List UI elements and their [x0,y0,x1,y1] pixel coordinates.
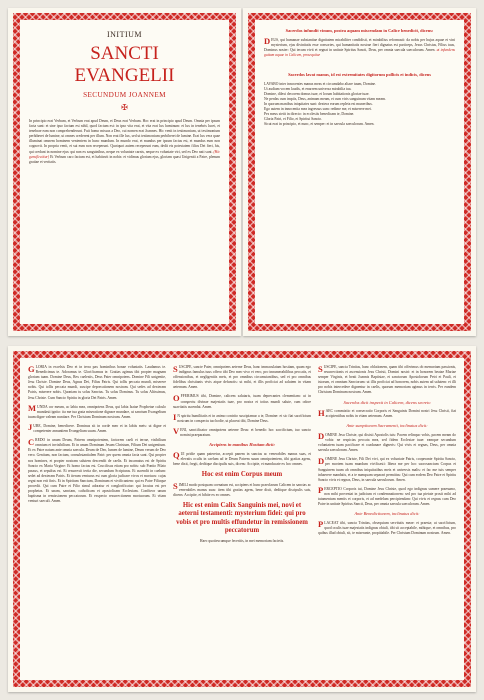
genuflect-rubric: (Hic genuflectitur) [29,149,220,159]
psalm-verse: LAVABO inter innocentes manus meas et circumdabo altare tuum, Domine. [264,81,376,86]
card-ordinary-of-mass [8,346,476,692]
cross-icon: ✠ [121,103,128,112]
secundum-heading: SECUNDUM JOANNEM [83,91,166,99]
card-initium-evangelii [8,8,241,336]
drop-cap: D [318,431,325,442]
drop-cap: Q [173,450,180,461]
offerimus-prayer: OFFERIMUS tibi, Domine, calicem salutaris, tuam deprecantes clementiam: ut in conspectu divinae majestatis tuae, pro nostra et totius mundi salute, cum odore suavitatis ascendat. Amen. [173,392,311,409]
munda-cor-prayer: MUNDA cor meum, ac labia mea, omnipotens Deus, qui labia Isaiae Prophetae calculo mundasti ignito: ita me tua grata miseratione dignare mundare, ut sanctum Evangelium tuum digne valeam nuntiare. Per Christum Dominum nostrum. Amen. [28,403,166,419]
rubric-heading: Ante sumptionem Sacramenti, inclinatus dicit: [346,423,428,429]
rubric-heading: Ante Benedictionem, inclinatus dicit: [354,511,420,517]
rubric-heading: Accipiens in manibus Hostiam dicit: [209,442,275,448]
rubric-heading: Sacerdos infundit vinum, postea aquam miscendam in Calice benedicit, dicens: [285,28,434,33]
psalm-verse: Domine, dilexi decorem domus tuae, et locum habitationis gloriae tuae. [264,91,370,96]
haec-commixtio-prayer: HAEC commixtio et consecratio Corporis et Sanguinis Domini nostri Jesu Christi, fiat accipientibus nobis in vitam aeternam. Amen. [318,407,456,419]
drop-cap: S [173,363,178,374]
rubric-text: ut infundens guttam aquae in Calicem, prosequitur [264,47,455,57]
drop-cap: D [264,36,271,47]
prayer-deus: DEUS, qui humanae substantiae dignitatem mirabiliter condidisti, et mirabilius reformasti: da nobis per hujus aquae et vini mysterium, ejus divinitatis esse consortes, qui humanitatis nostrae fieri dignatus est particeps, Jesus Christus, Filius tuus, Dominus noster: Qui tecum vivit et regnat in unitate Spiritus Sancti, Deus, per omnia saecula saeculorum. Amen. ut infundens guttam aquae in Calicem, prosequitur [264,36,455,57]
veni-sanctificator-prayer: VENI, sanctificator omnipotens aeterne Deus: et benedic hoc sacrificium, tuo sancto nomini praeparatum. [173,426,311,438]
perceptio-prayer: PERCEPTIO Corporis tui, Domine Jesu Christe, quod ego indignus sumere praesumo, non mihi proveniat in judicium et condemnationem: sed pro tua pietate prosit mihi ad tutamentum mentis et corporis, et ad medelam percipiendam: Qui vivis et regnas cum Deo Patre in unitate Spiritus Sancti, Deus, per omnia saecula saeculorum. Amen. [318,485,456,507]
drop-cap: O [173,392,180,403]
psalm-verse: Ut audiam vocem laudis, et enarrem universa mirabilia tua. [264,86,352,91]
psalm-verse: Sicut erat in principio, et nunc, et semper: et in saecula saeculorum. Amen. [264,122,375,127]
column-left [28,365,166,673]
greek-key-border [248,13,471,331]
drop-cap: S [173,481,178,491]
consecration-chalice: Hic est enim Calix Sanguinis mei, novi et aeterni testamenti: mysterium fidei: qui pro vobis et pro multis effundetur in remissionem peccatorum [176,501,308,535]
rubric-heading: Sacerdos lavat manus, id est extremitates digitorum pollicis et indicis, dicens [288,71,431,77]
in-spiritu-prayer: I N spiritu humilitatis et in animo contrito suscipiamur a te, Domine: et sic fiat sacrificium nostrum in conspectu tuo hodie, ut placeat tibi, Domine Deus. [173,412,311,423]
drop-cap: V [173,426,180,437]
evangelii-heading: EVANGELII [74,65,175,86]
drop-cap: S [318,363,323,374]
card-content [255,20,464,324]
card-content [20,20,229,324]
card-content [20,358,464,680]
sancti-heading: SANCTI [90,43,159,64]
domine-fili-dei-prayer: DOMINE Jesu Christe, Fili Dei vivi, qui ex voluntate Patris, cooperante Spiritu Sancto, per mortem tuam mundum vivificasti: libera me per hoc sacrosanctum Corpus et Sanguinem tuum ab omnibus iniquitatibus meis et universis malis: et fac me tuis semper inhaerere mandatis, et a te numquam separari permittas: Qui cum eodem Deo Patre et Spiritu Sancto vivis et regnas, Deus, in saecula saeculorum. Amen. [318,455,456,482]
credo-prayer: CREDO in unum Deum, Patrem omnipotentem, factorem caeli et terrae, visibilium omnium et invisibilium. Et in unum Dominum Jesum Christum, Filium Dei unigenitum. Et ex Patre natum ante omnia saecula. Deum de Deo, lumen de lumine, Deum verum de Deo vero. Genitum, non factum, consubstantialem Patri: per quem omnia facta sunt. Qui propter nos homines, et propter nostram salutem descendit de caelis. Et incarnatus est de Spiritu Sancto ex Maria Virgine: Et homo factus est. Crucifixus etiam pro nobis: sub Pontio Pilato passus, et sepultus est. Et resurrexit tertia die, secundum Scripturas. Et ascendit in caelum: sedet ad dexteram Patris. Et iterum venturus est cum gloria judicare vivos et mortuos: cujus regni non erit finis. Et in Spiritum Sanctum, Dominum et vivificantem: qui ex Patre Filioque procedit. Qui cum Patre et Filio simul adoratur et conglorificatur: qui locutus est per prophetas. Et unam, sanctam, catholicam et apostolicam Ecclesiam. Confiteor unum baptisma in remissionem peccatorum. Et exspecto resurrectionem mortuorum. Et vitam venturi saeculi. Amen. [28,436,166,504]
drop-cap: H [318,407,325,418]
drop-cap: P [318,519,324,530]
haec-quotiescumque: Haec quotiescumque feceritis, in mei memoriam facietis. [199,538,285,543]
simili-modo-prayer: SIMILI modo postquam coenatum est, accipiens et hunc praeclarum Calicem in sanctas ac venerabiles manus suas: item tibi gratias agens, bene dixit, deditque discipulis suis, dicens: Accipite, et bibite ex eo omnes. [173,481,311,497]
rubric-heading: Sacerdos dicit inspexit in Calicem, dicens secreto [343,399,431,405]
greek-key-border [13,351,471,687]
drop-cap: D [318,455,325,466]
drop-cap: P [318,485,324,496]
column-middle [173,365,311,673]
drop-cap: G [28,363,35,374]
column-right [318,365,456,673]
drop-cap: J [28,422,33,433]
placeat-prayer: PLACEAT tibi, sancta Trinitas, obsequium servitutis meae: et praesta; ut sacrificium, quod oculis tuae majestatis indignus obtuli, tibi sit acceptabile, mihique, et omnibus, pro quibus illud obtuli, sit, te miserante, propitiabile. Per Christum Dominum nostrum. Amen. [318,519,456,535]
initium-heading: INITIUM [106,30,143,39]
psalm-verse: Gloria Patri, et Filio, et Spiritui Sancto. [264,117,323,122]
gloria-prayer: GLORIA in excelsis Deo et in terra pax hominibus bonae voluntatis. Laudamus te. Benedicimus te. Adoramus te. Glorificamus te. Gratias agimus tibi propter magnam gloriam tuam. Domine Deus, Rex caelestis, Deus Pater omnipotens. Domine Fili unigenite, Jesu Christe. Domine Deus, Agnus Dei, Filius Patris. Qui tollis peccata mundi, miserere nobis. Qui tollis peccata mundi, suscipe deprecationem nostram. Qui sedes ad dexteram Patris, miserere nobis. Quoniam tu solus Sanctus. Tu solus Dominus. Tu solus Altissimus, Jesu Christe. Cum Sancto Spiritu in gloria Dei Patris. Amen. [28,363,166,400]
psalm-verse: In quorum manibus iniquitates sunt: dextera eorum repleta est muneribus. [264,101,373,106]
drop-cap: M [28,403,37,414]
psalm-verse: Pes meus stetit in directo: in ecclesiis benedicam te, Domine. [264,112,355,117]
domine-pacem-prayer: DOMINE Jesu Christe, qui dixisti Apostolis tuis: Pacem relinquo vobis, pacem meam do vobis: ne respicias peccata mea, sed fidem Ecclesiae tuae: eamque secundum voluntatem tuam pacificare et coadunare digneris: Qui vivis et regnas, Deus, per omnia saecula saeculorum. Amen. [318,431,456,453]
drop-cap: I [173,412,177,423]
qui-pridie-prayer: QUI pridie quam pateretur, accepit panem in sanctas ac venerabiles manus suas, et elevatis oculis in caelum ad te Deum Patrem suum omnipotentem, tibi gratias agens, bene dixit, fregit, deditque discipulis suis, dicens: Accipite, et manducate ex hoc omnes. [173,450,311,466]
greek-key-border [13,13,236,331]
suscipe-pater-prayer: SUSCIPE, sancte Pater, omnipotens aeterne Deus, hanc immaculatam hostiam, quam ego indignus famulus tuus offero tibi Deo meo vivo et vero, pro innumerabilibus peccatis, et offensionibus, et negligentiis meis, et pro omnibus circumstantibus, sed et pro omnibus fidelibus christianis vivis atque defunctis: ut mihi, et illis proficiat ad salutem in vitam aeternam. Amen. [173,363,311,390]
drop-cap: C [28,436,35,447]
gospel-text: In principio erat Verbum, et Verbum erat apud Deum, et Deus erat Verbum. Hoc erat in principio apud Deum. Omnia per ipsum facta sunt: et sine ipso factum est nihil, quod factum est: in ipso vita erat, et vita erat lux hominum: et lux in tenebris lucet, et tenebrae eam non comprehenderunt. Fuit homo missus a Deo, cui nomen erat Joannes. Hic venit in testimonium, ut testimonium perhiberet de lumine, ut omnes crederent per illum. Non erat ille lux, sed ut testimonium perhiberet de lumine. Erat lux vera quae illuminat omnem hominem venientem in hunc mundum. In mundo erat, et mundus per ipsum factus est, et mundus eum non cognovit. In propria venit, et sui eum non receperunt. Quotquot autem receperunt eum, dedit eis potestatem filios Dei fieri, his, qui credunt in nomine ejus: qui non ex sanguinibus, neque ex voluntate carnis, neque ex voluntate viri, sed ex Deo nati sunt. (Hic genuflectitur) Et Verbum caro factum est, et habitavit in nobis: et vidimus gloriam ejus, gloriam quasi Unigeniti a Patre, plenum gratiae et veritatis. [29,119,221,164]
suscipe-trinitas-prayer: SUSCIPE, sancta Trinitas, hanc oblationem, quam tibi offerimus ob memoriam passionis, resurrectionis et ascensionis Jesu Christi, Domini nostri: et in honorem beatae Mariae semper Virginis, et beati Joannis Baptistae, et sanctorum Apostolorum Petri et Pauli, et istorum, et omnium Sanctorum: ut illis proficiat ad honorem, nobis autem ad salutem: et illi pro nobis intercedere dignentur in caelis, quorum memoriam agimus in terris. Per eundem Christum Dominum nostrum. Amen. [318,363,456,395]
psalm-verse: Ego autem in innocentia mea ingressus sum: redime me, et miserere mei. [264,107,372,112]
consecration-host: Hoc est enim Corpus meum [201,471,283,478]
three-columns [28,365,456,673]
psalm-verse: Ne perdas cum impiis, Deus, animam meam, et cum viris sanguinum vitam meam. [264,96,386,101]
jube-domine-prayer: JUBE, Domine, benedicere. Dominus sit in corde meo et in labiis meis: ut digne et competenter annuntiem Evangelium suum. Amen. [28,422,166,434]
card-lavabo [243,8,476,336]
